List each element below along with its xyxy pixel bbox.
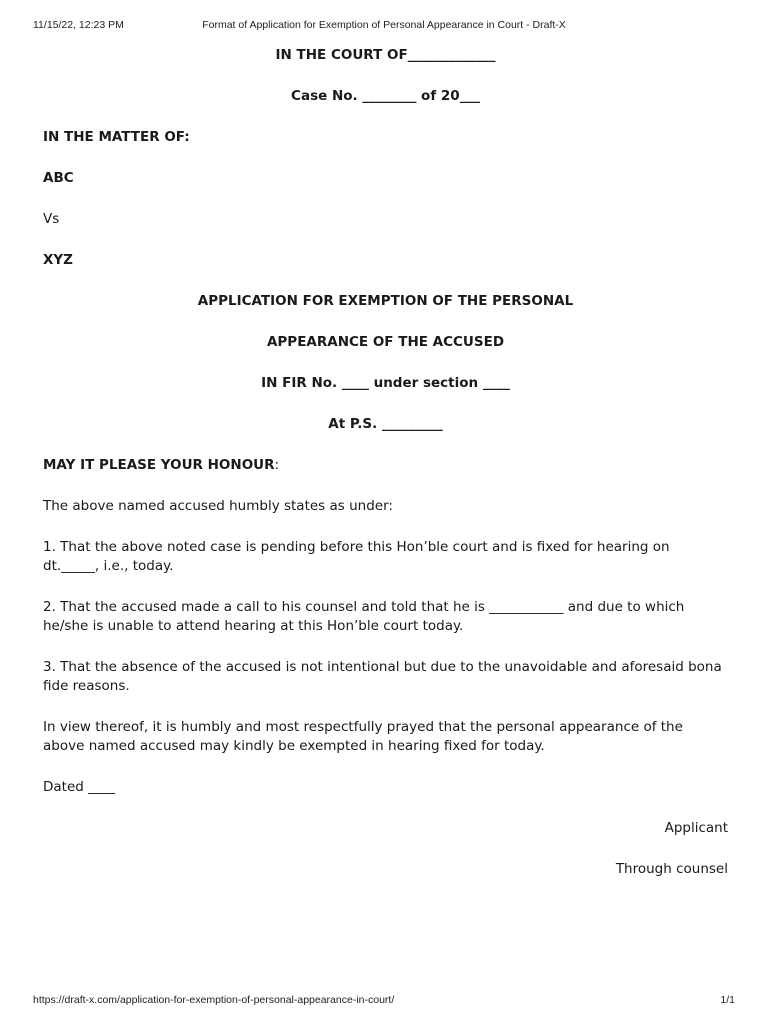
point-1: 1. That the above noted case is pending before this Hon’ble court and is fixed for hearing on dt._____, i.e., today.	[43, 539, 670, 574]
document-body	[43, 36, 728, 879]
print-datetime: 11/15/22, 12:23 PM	[33, 19, 124, 31]
versus: Vs	[43, 211, 60, 227]
application-title-line-2: APPEARANCE OF THE ACCUSED	[266, 334, 505, 350]
party-one: ABC	[43, 170, 74, 186]
salutation-colon: :	[274, 457, 280, 473]
intro-paragraph: The above named accused humbly states as under:	[43, 498, 393, 514]
police-station-line: At P.S. _________	[328, 416, 443, 432]
prayer-paragraph: In view thereof, it is humbly and most respectfully prayed that the personal appearance of the above named accused may kindly be exempted in hearing fixed for today.	[43, 719, 683, 754]
case-line: Case No. ________ of 20___	[291, 88, 480, 104]
point-3: 3. That the absence of the accused is not intentional but due to the unavoidable and aforesaid bona fide reasons.	[43, 659, 722, 694]
through-counsel-label: Through counsel	[615, 861, 728, 877]
point-2: 2. That the accused made a call to his counsel and told that he is ___________ and due to which he/she is unable to attend hearing at this Hon’ble court today.	[43, 599, 685, 634]
dated-line: Dated ____	[43, 779, 116, 795]
salutation	[43, 456, 728, 475]
print-url: https://draft-x.com/application-for-exemption-of-personal-appearance-in-court/	[33, 994, 395, 1006]
print-page-title: Format of Application for Exemption of Personal Appearance in Court - Draft-X	[202, 19, 566, 31]
salutation-text: MAY IT PLEASE YOUR HONOUR	[43, 457, 275, 473]
print-page-count: 1/1	[720, 994, 735, 1006]
application-title-line-1: APPLICATION FOR EXEMPTION OF THE PERSONAL	[197, 293, 574, 309]
print-header	[0, 19, 768, 33]
court-line: IN THE COURT OF_____________	[275, 47, 496, 63]
print-footer	[0, 994, 768, 1008]
fir-line: IN FIR No. ____ under section ____	[261, 375, 510, 391]
matter-heading: IN THE MATTER OF:	[43, 129, 190, 145]
applicant-label: Applicant	[664, 820, 728, 836]
party-two: XYZ	[43, 252, 73, 268]
